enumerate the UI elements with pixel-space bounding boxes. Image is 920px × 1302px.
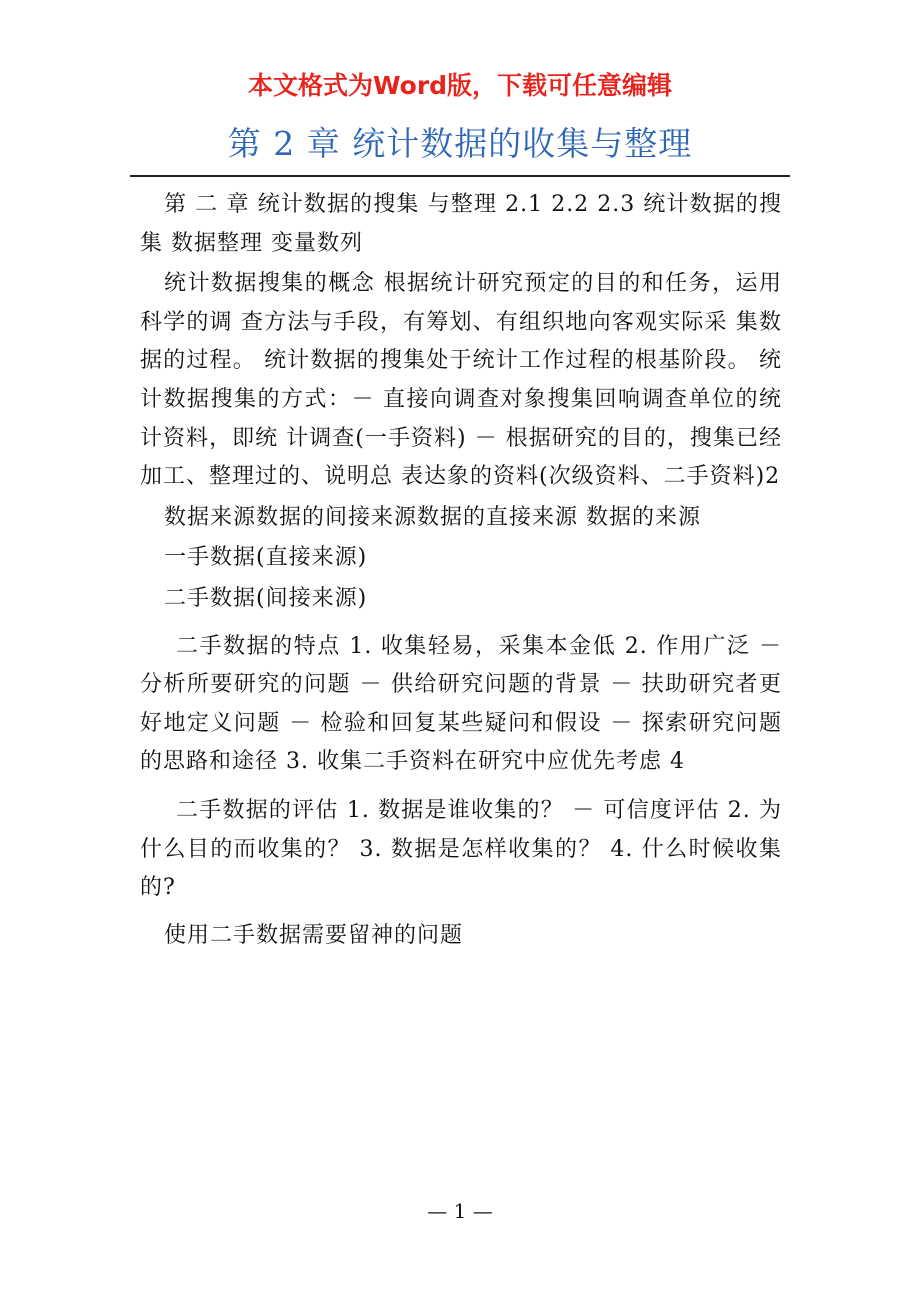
paragraph-secondary-data-cautions: 使用二手数据需要留神的问题 [164, 922, 464, 948]
paragraph-collection-concept: 统计数据搜集的概念 根据统计研究预定的目的和任务，运用科学的调 查方法与手段，有筹划、有组织地向客观实际采 集数据的过程。 统计数据的搜集处于统计工作过程的根基阶段。 统计数据搜集的方式：－ 直接向调查对象搜集回响调查单位的统计资料，即统 计调查(一手资料) － 根据研究的目的，搜集已经加工、整理过的、说明总 表达象的资料(次级资料、二手资料)2 [140, 271, 782, 490]
paragraph-data-sources: 数据来源数据的间接来源数据的直接来源 数据的来源 [164, 504, 701, 530]
paragraph-secondary-data-features: 二手数据的特点 1. 收集轻易，采集本金低 2. 作用广泛 － 分析所要研究的问题 － 供给研究问题的背景 － 扶助研究者更好地定义问题 － 检验和回复某些疑问和假设 － 探索研究问题的思路和途径 3. 收集二手资料在研究中应优先考虑 4 [140, 633, 782, 775]
paragraph-primary-data: 一手数据(直接来源) [164, 545, 368, 571]
title-divider [130, 175, 790, 177]
paragraph-chapter-outline: 第 二 章 统计数据的搜集 与整理 2.1 2.2 2.3 统计数据的搜集 数据整理 变量数列 [140, 192, 782, 256]
page-number: — 1 — [427, 1199, 493, 1223]
chapter-title: 第 2 章 统计数据的收集与整理 [227, 124, 693, 163]
paragraph-secondary-data: 二手数据(间接来源) [164, 585, 368, 611]
paragraph-secondary-data-evaluation: 二手数据的评估 1. 数据是谁收集的？ － 可信度评估 2. 为什么目的而收集的？ 3. 数据是怎样收集的？ 4. 什么时候收集的? [140, 797, 782, 901]
document-body [140, 186, 782, 955]
download-banner: 本文格式为Word版，下载可任意编辑 [247, 71, 673, 100]
